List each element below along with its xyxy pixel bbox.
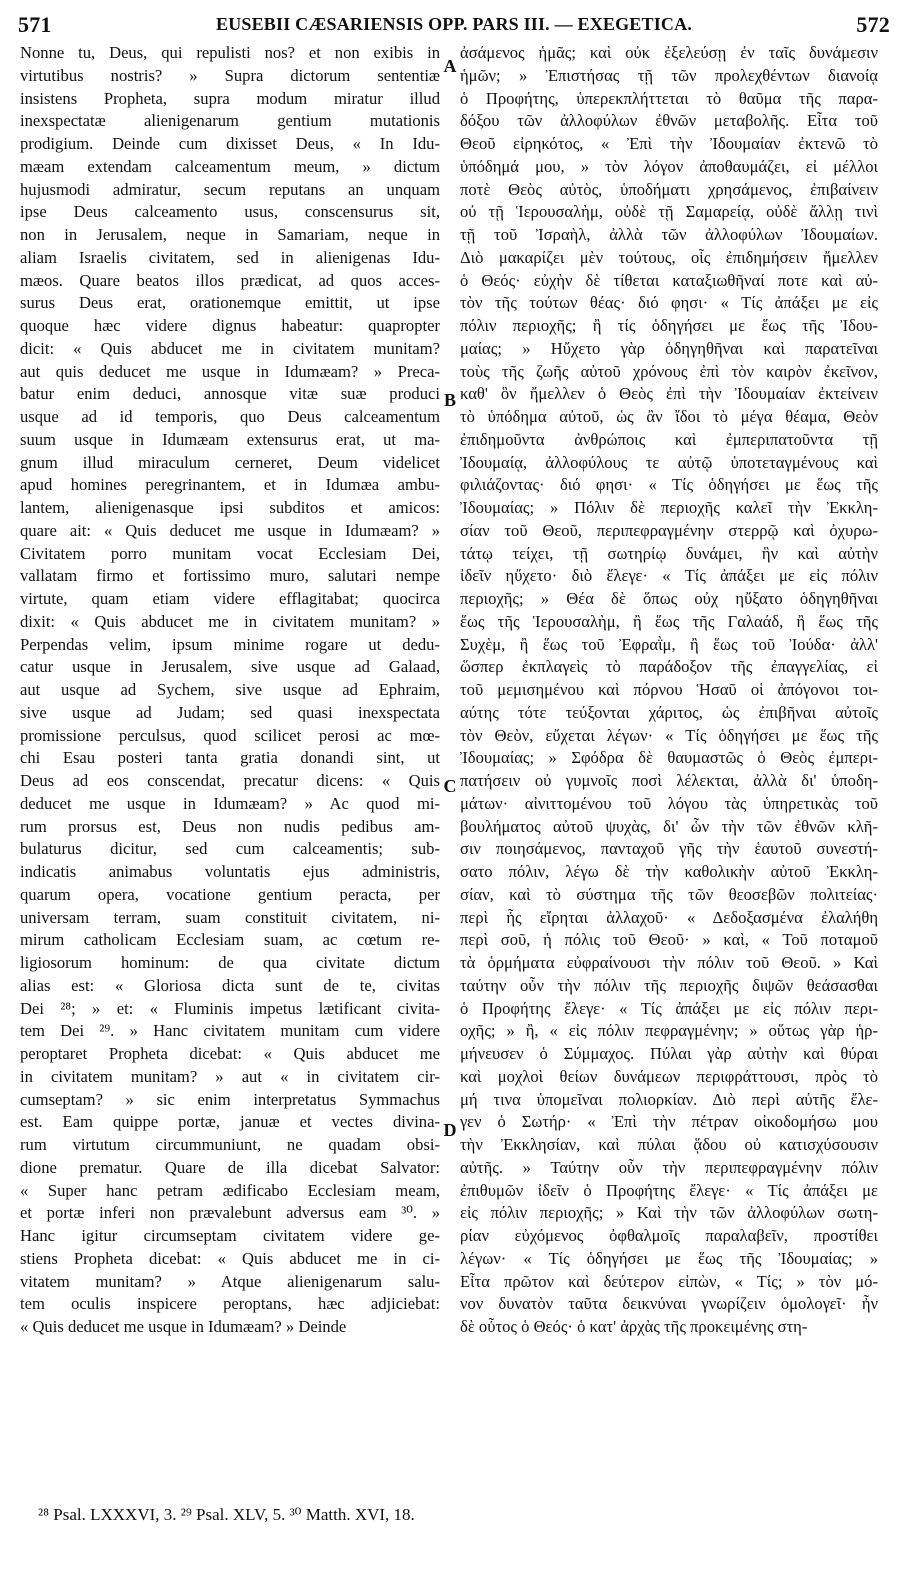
latin-text-line: Nonne tu, Deus, qui repulisti nos? et non exibis in — [20, 43, 440, 62]
latin-text-line: tem oculis inspicere peroptans, hæc adjiciebat: — [20, 1294, 440, 1314]
latin-text-line: batur enim deduci, annosque vitæ suæ produci — [20, 384, 440, 404]
latin-text-line: et portæ inferi non prævalebunt adversus eam ³⁰. » — [20, 1203, 440, 1223]
latin-text-line: surus Deus erat, orationemque emittit, ut ipse — [20, 293, 440, 313]
greek-text-line: νον δυνατὸν ταῦτα δεικνύναι γνωρίζειν ὁμολογεῖ· ἦν — [460, 1294, 878, 1314]
greek-text-line: αύτης τότε τεύξονται χάριτος, ὡς ἐπιβῆναι αὐτοῖς — [460, 702, 878, 722]
greek-text-line: τὸν Θεὸν, εὔχεται λέγων· « Τίς ὁδηγήσει με ἕως τῆς — [460, 725, 878, 745]
greek-text-line: Συχὲμ, ἢ ἕως τοῦ Ἐφραῒμ, ἢ ἕως τοῦ Ἰούδα· ἀλλ' — [460, 634, 878, 654]
latin-text-line: Hanc igitur circumseptam civitatem videre ge- — [20, 1226, 440, 1245]
page-number-left: 571 — [18, 12, 52, 37]
greek-text-line: καθ' ὃν ἤμελλεν ὁ Θεὸς ἐπὶ τὴν Ἰδουμαίαν ἐκτείνειν — [460, 384, 878, 404]
latin-text-line: catur usque in Jerusalem, sive usque ad Galaad, — [20, 657, 440, 677]
greek-text-line: ἐπιθυμῶν ἰδεῖν ὁ Προφήτης ἔλεγε· « Τίς ἀπάξει με — [460, 1180, 878, 1200]
latin-text-line: stiens Propheta dicebat: « Quis abducet me in ci- — [20, 1248, 440, 1268]
greek-text-line: μαίας; » Ηὔχετο γὰρ ὁδηγηθῆναι καὶ παρατεῖναι — [460, 338, 878, 358]
latin-text-line: universam terram, suam constituit civitatem, ni- — [20, 907, 440, 927]
margin-letter-d: D — [443, 1120, 457, 1140]
greek-text-line: σίαν τοῦ Θεοῦ, περιπεφραγμένην στερρῷ καὶ ὀχυρω- — [460, 520, 878, 540]
latin-text-line: ligiosorum hominum: de qua civitate dictum — [20, 953, 440, 972]
latin-text-line: dione prematur. Quare de illa dicebat Salvator: — [20, 1157, 440, 1177]
latin-text-line: vitatem munitam? » Atque alienigenarum salu- — [20, 1271, 440, 1291]
greek-text-line: τὴν Ἐκκλησίαν, καὶ πύλαι ᾅδου οὐ κατισχύσουσιν — [460, 1135, 878, 1154]
latin-text-line: bulaturus dicitur, sed cum calceamentis; sub- — [20, 839, 440, 859]
greek-text-line: εἰς πόλιν περιοχῆς; » Καὶ τὴν τῶν ἀλλοφύλων σωτη- — [460, 1203, 878, 1223]
greek-text-line: ἡμῶν; » Ἐπιστήσας τῇ τῶν προλεχθέντων διανοίᾳ — [460, 65, 878, 85]
latin-text-line: cumseptam? » sic enim interpretatus Symmachus — [20, 1089, 440, 1109]
latin-text-line: quoque hæc videre dignus habeatur: quapropter — [20, 316, 440, 335]
latin-text-line: peroptaret Propheta dicebat: « Quis abducet me — [20, 1044, 440, 1063]
page-header — [18, 12, 890, 40]
latin-text-line: Dei ²⁸; » et: « Fluminis impetus lætificant civita- — [20, 998, 440, 1018]
greek-text-line: Ἰδουμαίᾳ, ἀλλοφύλους τε αὐτῷ ὑποτεταγμένους καὶ — [460, 452, 878, 472]
greek-text-line: γεν ὁ Σωτήρ· « Ἐπὶ τὴν πέτραν οἰκοδομήσω μου — [460, 1112, 878, 1132]
greek-text-line: αὐτῆς. » Ταύτην οὖν τὴν περιπεφραγμένην πόλιν — [460, 1157, 878, 1177]
latin-text-line: lantem, alienigenasque ipsi subditos et amicos: — [20, 498, 440, 517]
latin-text-line: Perpendas velim, ipsum minime rogare ut dedu- — [20, 634, 440, 654]
greek-text-line: ρίαν εὐχόμενος ὀφθαλμοῖς παραλαβεῖν, προστίθει — [460, 1226, 878, 1245]
latin-text-line: rum virtutum circummuniunt, ne quadam obsi- — [20, 1135, 440, 1154]
latin-text-line: est. Eam quippe portæ, januæ et vectes divina- — [20, 1112, 440, 1132]
latin-text-line: mirum catholicam Ecclesiam suam, ac cœtum re- — [20, 930, 440, 950]
greek-text-line: σιν ποιησάμενος, πανταχοῦ γῆς τὴν ἑαυτοῦ συνεστή- — [460, 839, 878, 859]
latin-text-line: virtutibus nostris? » Supra dictorum sententiæ — [20, 65, 440, 85]
latin-text-line: mæos. Quare beatos illos prædicat, ad quos acces- — [20, 270, 440, 290]
latin-text-line: inexspectatæ alienigenarum gentium mutationis — [20, 111, 440, 131]
latin-text-line: aliam Israelis civitatem, sed in alienigenas Idu- — [20, 247, 440, 267]
latin-text-line: rum prorsus est, Deus non nudis pedibus am- — [20, 816, 440, 836]
greek-text-line: μήνευσεν ὁ Σύμμαχος. Πύλαι γὰρ αὐτὴν καὶ θύραι — [460, 1044, 878, 1063]
greek-text-line: Διὸ μακαρίζει μὲν τούτους, οἷς ἐπιδημήσειν ἤμελλεν — [460, 247, 878, 267]
latin-text-line: quarum opera, vocatione gentium peracta, per — [20, 884, 440, 904]
greek-text-line: περιοχῆς; » Θέα δὲ ὅπως οὐχ ηὔξατο ὁδηγηθῆναι — [460, 589, 878, 608]
latin-text-line: aut usque ad Sychem, sive usque ad Ephraim, — [20, 680, 440, 699]
greek-text-line: ἀσάμενος ἡμᾶς; καὶ οὐκ ἐξελεύσῃ ἐν ταῖς δυνάμεσιν — [460, 43, 878, 62]
greek-text-line: λέγων· « Τίς ὁδηγήσει με ἕως τῆς Ἰδουμαίας; » — [460, 1248, 878, 1268]
greek-text-line: Εἶτα πρῶτον καὶ δεύτερον εἰπὼν, « Τίς; » τὸν μό- — [460, 1271, 878, 1291]
latin-text-line: quare ait: « Quis deducet me usque in Idumæam? » — [20, 520, 440, 540]
latin-text-line: suum usque in Idumæam extensurus erat, ut ma- — [20, 429, 440, 449]
greek-text-line: οὐ τῇ Ἱερουσαλὴμ, οὐδὲ τῇ Σαμαρείᾳ, οὐδὲ ἄλλῃ τινὶ — [460, 202, 878, 222]
greek-text-line: περὶ ἧς εἴρηται ἀλλαχοῦ· « Δεδοξασμένα ἐλαλήθη — [460, 907, 878, 927]
greek-text-line: πόλιν περιοχῆς; ἢ τίς ὁδηγήσει με ἕως τῆς Ἰδου- — [460, 316, 878, 335]
page-number-right: 572 — [856, 12, 890, 37]
greek-text-line: βουλήματος αὐτοῦ ψυχὰς, δι' ὧν τὴν τῶν ἐθνῶν κλῆ- — [460, 816, 878, 836]
latin-text-line: dicit: « Quis abducet me in civitatem munitam? — [20, 338, 440, 358]
greek-text-line: τὸν τῆς τούτων θέας· διό φησι· « Τίς ἀπάξει με εἰς — [460, 293, 878, 313]
greek-text-line: σίαν, καὶ τὸ σύστημα τῆς τῶν θεοσεβῶν πολιτείας· — [460, 884, 878, 904]
greek-text-line: Ἰδουμαίας; » Πόλιν δὲ περιοχῆς καλεῖ τὴν Ἐκκλη- — [460, 498, 878, 517]
greek-text-line: ἕως τῆς Ἱερουσαλὴμ, ἢ ἕως τῆς Γαλαάδ, ἢ ἕως τῆς — [460, 611, 878, 631]
margin-letter-a: A — [443, 56, 457, 76]
greek-text-line: πατήσειν οὐ γυμνοῖς ποσὶ λέλεκται, ἀλλὰ δι' ὑποδη- — [460, 771, 878, 790]
greek-text-line: τάτῳ τείχει, τῇ σωτηρίῳ δυνάμει, ἣν καὶ αὐτὴν — [460, 543, 878, 563]
margin-letter-b: B — [443, 390, 456, 410]
greek-text-line: ὁ Θεός· εὐχὴν δὲ τίθεται καταξιωθῆναί ποτε καὶ αὐ- — [460, 270, 878, 290]
greek-text-line: τῇ τοῦ Ἰσραὴλ, ἀλλὰ τῶν ἀλλοφύλων Ἰδουμαίων. — [460, 225, 878, 244]
latin-text-line: promissione perculsus, quod scilicet perosi ac mœ- — [20, 725, 440, 745]
latin-text-line: tem Dei ²⁹. » Hanc civitatem munitam cum videre — [20, 1021, 440, 1041]
latin-text-line: aut quis deducet me usque in Idumæam? » Preca- — [20, 361, 440, 381]
latin-text-line: insistens Propheta, supra modum miratur illud — [20, 88, 440, 108]
greek-text-line: σατο πόλιν, λέγω δὲ τὴν καθολικὴν αὐτοῦ Ἐκκλη- — [460, 862, 878, 881]
greek-text-line: τοὺς τῆς ζωῆς αὐτοῦ χρόνους ἐπὶ τὸν καιρὸν ἐκεῖνον, — [460, 361, 878, 381]
latin-text-line: virtute, quam etiam videre efflagitabat; quocirca — [20, 589, 440, 608]
latin-text-line: prodigium. Deinde cum dixisset Deus, « In Idu- — [20, 134, 440, 153]
latin-text-line: Deus ad eos conscendat, precatur dicens: « Quis — [20, 771, 440, 790]
latin-text-line: deducet me usque in Idumæam? » Ac quod mi- — [20, 793, 440, 813]
latin-text-line: « Super hanc petram ædificabo Ecclesiam meam, — [20, 1180, 440, 1200]
greek-text-line: τὸ ὑπόδημα αὐτοῦ, ὡς ἂν ἴδοι τὸ μέγα θέαμα, Θεὸν — [460, 407, 878, 426]
greek-text-line: ἐπιδημοῦντα ἀνθρώποις καὶ ἐμπεριπατοῦντα τῇ — [460, 429, 878, 449]
running-title: EUSEBII CÆSARIENSIS OPP. PARS III. — EXEGETICA. — [215, 14, 693, 34]
latin-text-line: vallatam firmo et fortissimo muro, salutari nempe — [20, 566, 440, 586]
latin-text-line: indicatis animabus voluntatis ejus administris, — [20, 862, 440, 881]
greek-text-line: Ἰδουμαίας; » Σφόδρα δὲ θαυμαστῶς ὁ Θεὸς ἐμπερι- — [460, 748, 878, 768]
greek-text-line: ὁ Προφήτης ἔλεγε· « Τίς ἀπάξει με εἰς πόλιν περι- — [460, 998, 878, 1018]
greek-text-line: Θεοῦ εἰρηκότος, « Ἐπὶ τὴν Ἰδουμαίαν ἐκτενῶ τὸ — [460, 134, 878, 153]
latin-text-line: mæam extendam calceamentum meum, » dictum — [20, 156, 440, 176]
greek-text-line: ὥσπερ ἐκπλαγεὶς τὸ παράδοξον τῆς ἐπαγγελίας, εἰ — [460, 657, 878, 677]
greek-text-line: περὶ σοῦ, ἡ πόλις τοῦ Θεοῦ· » καὶ, « Τοῦ ποταμοῦ — [460, 930, 878, 950]
latin-text-line: hujusmodi admiratur, secum reputans an unquam — [20, 179, 440, 199]
greek-text-line: καὶ μοχλοὶ θείων δυνάμεων περιφράττουσι, πρὸς τὸ — [460, 1066, 878, 1086]
latin-text-line: dixit: « Quis abducet me in civitatem munitam? » — [20, 611, 440, 631]
greek-text-line: τοῦ μεμισημένου καὶ πόρνου Ἡσαῦ οἱ ἀπόγονοι τοι- — [460, 680, 878, 699]
latin-text-line: chi Esau posteri tanta gratia donandi sint, ut — [20, 748, 440, 768]
greek-text-line: φιλιάζοντας· διό φησι· « Τίς ὁδηγήσει με ἕως τῆς — [460, 475, 878, 495]
latin-text-line: in civitatem munitam? » aut « in civitatem cir- — [20, 1066, 440, 1086]
footnotes: ²⁸ Psal. LXXXVI, 3. ²⁹ Psal. XLV, 5. ³⁰ Matth. XVI, 18. — [38, 1505, 415, 1524]
greek-text-line: ταύτην οὖν τὴν πόλιν τῆς περιοχῆς διψῶν θεάσασθαι — [460, 975, 878, 995]
greek-text-line: ποτὲ Θεὸς αὐτὸς, ὑποδήματι χρησάμενος, ἐπιβαίνειν — [460, 179, 878, 199]
latin-text-line: apud homines peregrinantem, et in Idumæa ambu- — [20, 475, 440, 495]
greek-text-line: τὰ ὁρμήματα εὐφραίνουσι τὴν πόλιν τοῦ Θεοῦ. » Καὶ — [460, 953, 878, 972]
greek-text-line: μή τινα ὑπομεῖναι πολιορκίαν. Διὸ περὶ αὐτῆς ἔλε- — [460, 1089, 878, 1109]
latin-text-line: ipse Deus calceamento usus, conscensurus sit, — [20, 202, 440, 222]
greek-column — [460, 42, 878, 1339]
greek-text-line: ὑπόδημά μου, » τὸν λόγον ἀποθαυμάζει, εἰ μέλλοι — [460, 156, 878, 176]
greek-text-line: ἰδεῖν ηὔχετο· διὸ ἔλεγε· « Τίς ἀπάξει με εἰς πόλιν — [460, 566, 878, 586]
margin-letter-c: C — [443, 776, 457, 796]
latin-column — [20, 42, 440, 1339]
latin-text-line: « Quis deducet me usque in Idumæam? » Deinde — [20, 1317, 347, 1336]
greek-text-line: δὲ οὗτος ὁ Θεός· ὁ κατ' ἀρχὰς τῆς προκειμένης στη- — [460, 1317, 808, 1336]
latin-text-line: sive usque ad Judam; sed quasi inexspectata — [20, 702, 440, 722]
greek-text-line: δόξου τῶν ἀλλοφύλων ἐθνῶν μεταβολῆς. Εἶτα τοῦ — [460, 111, 878, 131]
greek-text-line: οχῆς; » ἢ, « εἰς πόλιν πεφραγμένην; » οὕτως γὰρ ἡρ- — [460, 1021, 878, 1041]
greek-text-line: ὁ Προφήτης, ὑπερεκπλήττεται τὸ θαῦμα τῆς παρα- — [460, 88, 878, 108]
latin-text-line: Civitatem porro munitam vocat Ecclesiam Dei, — [20, 543, 440, 563]
latin-text-line: usque ad id temporis, quo Deus calceamentum — [20, 407, 440, 426]
latin-text-line: alias est: « Gloriosa dicta sunt de te, civitas — [20, 975, 440, 995]
latin-text-line: non in Jerusalem, neque in Samariam, neque in — [20, 225, 440, 244]
latin-text-line: gnum illud miraculum cerneret, Deum videlicet — [20, 452, 440, 472]
greek-text-line: μάτων· αἰνιττομένου τοῦ λόγου τὰς ὑπηρετικὰς τοῦ — [460, 793, 878, 813]
